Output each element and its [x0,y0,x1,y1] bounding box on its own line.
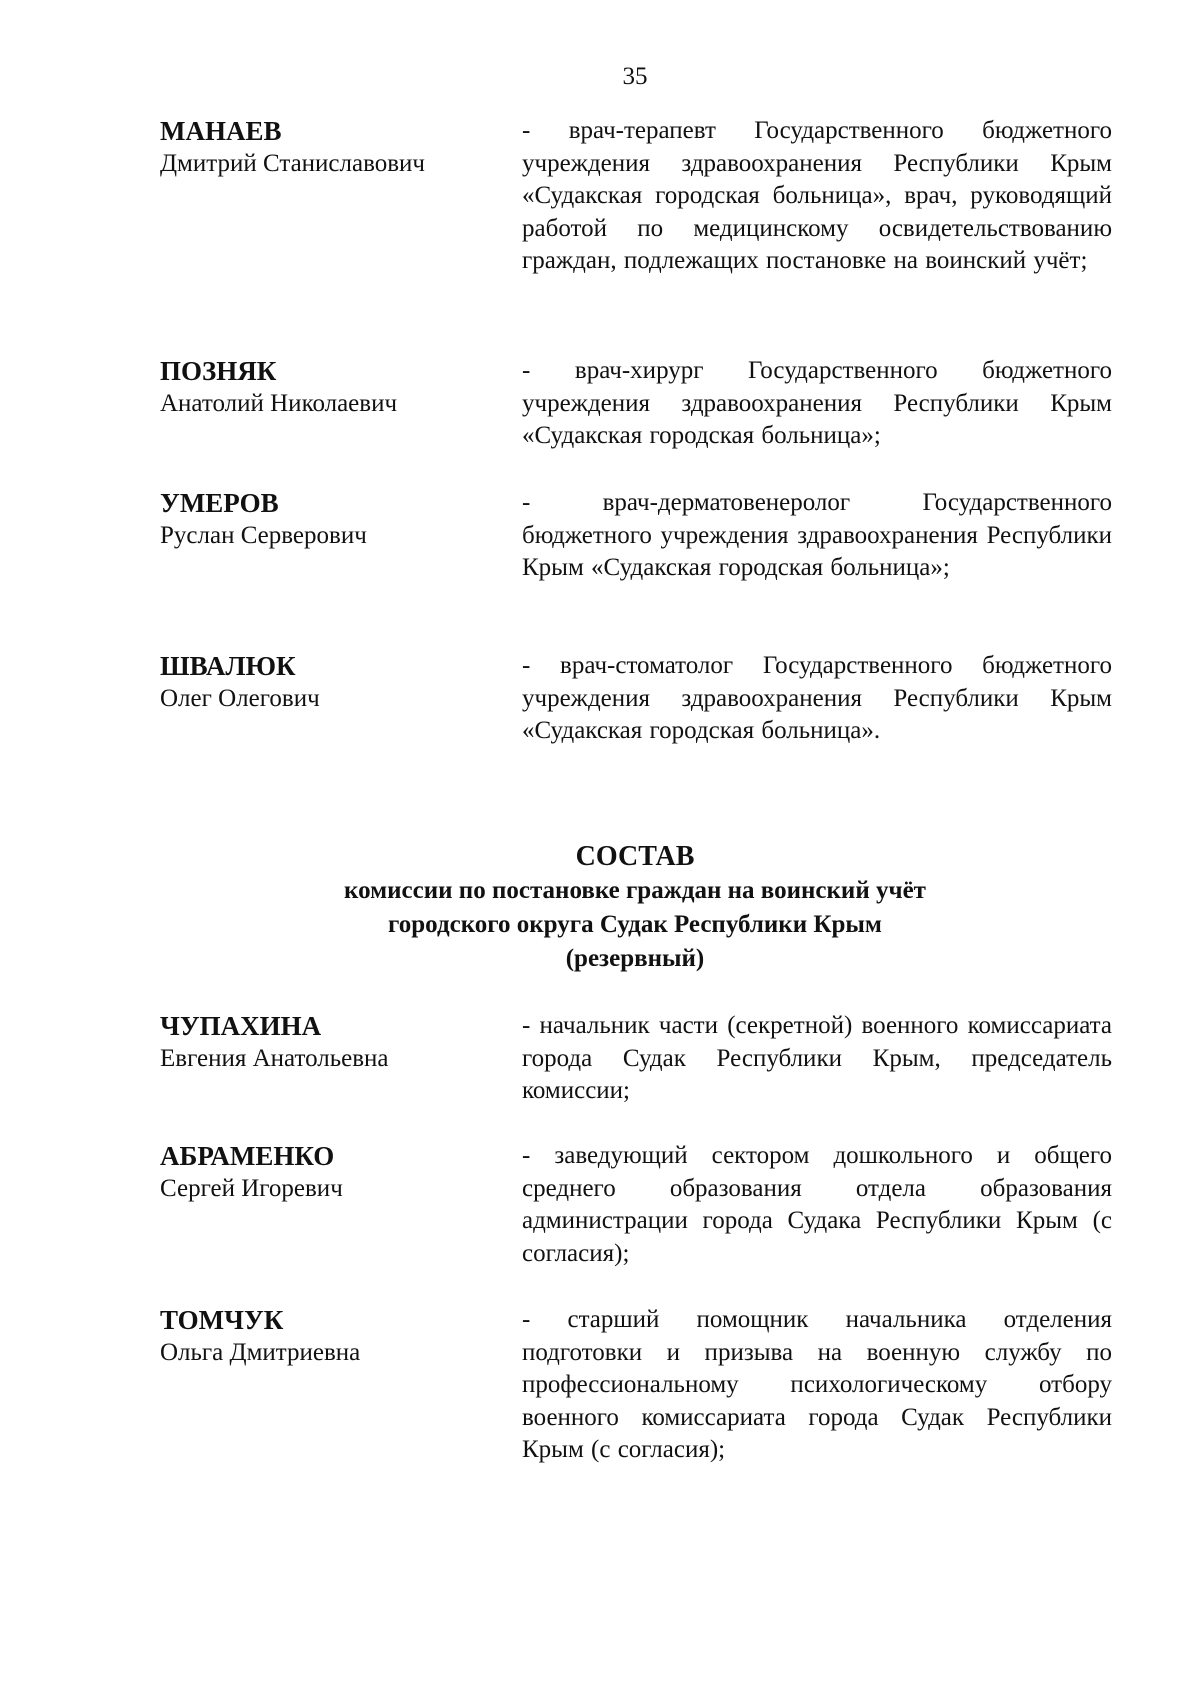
member-name-block [160,1010,500,1075]
member-name-block [160,650,500,715]
member-position: - старший помощник начальника отделения подготовки и призыва на военную службу по профессиональному психологическому отбору военного комиссариата города Судак Республики Крым (с согласия); [522,1306,1112,1463]
section-heading [0,840,1200,976]
member-given-names: Олег Олегович [160,684,320,712]
member-position: - заведующий сектором дошкольного и общего среднего образования отдела образования администрации города Судака Республики Крым (с согласия); [522,1142,1112,1267]
section-subtitle-line-2: городского округа Судак Республики Крым [388,911,882,938]
member-given-names: Руслан Серверович [160,521,367,549]
member-name-block [160,355,500,420]
member-surname: ПОЗНЯК [160,356,277,386]
member-position: - врач-дерматовенеролог Государственного бюджетного учреждения здравоохранения Республики Крым «Судакская городская больница»; [522,489,1112,581]
member-given-names: Ольга Дмитриевна [160,1338,361,1366]
member-name-block [160,487,500,552]
member-given-names: Дмитрий Станиславович [160,149,425,177]
member-given-names: Сергей Игоревич [160,1174,343,1202]
member-surname: МАНАЕВ [160,116,282,146]
member-surname: ТОМЧУК [160,1305,284,1335]
section-subtitle-line-3: (резервный) [565,945,705,972]
member-position: - врач-терапевт Государственного бюджетного учреждения здравоохранения Республики Крым «Судакская городская больница», врач, руководящий работой по медицинскому освидетельствованию граждан, подлежащих постановке на воинский учёт; [522,117,1112,274]
member-given-names: Анатолий Николаевич [160,389,398,417]
member-surname: ШВАЛЮК [160,651,296,681]
section-subtitle-line-1: комиссии по постановке граждан на воинский учёт [344,877,926,904]
member-name-block [160,115,500,180]
member-given-names: Евгения Анатольевна [160,1044,389,1072]
member-position: - врач-хирург Государственного бюджетного учреждения здравоохранения Республики Крым «Судакская городская больница»; [522,357,1112,449]
member-surname: АБРАМЕНКО [160,1141,335,1171]
member-surname: УМЕРОВ [160,488,279,518]
page-number: 35 [622,63,648,90]
member-name-block [160,1140,500,1205]
member-surname: ЧУПАХИНА [160,1011,322,1041]
member-position: - начальник части (секретной) военного комиссариата города Судак Республики Крым, председатель комиссии; [522,1012,1112,1104]
member-position: - врач-стоматолог Государственного бюджетного учреждения здравоохранения Республики Крым «Судакская городская больница». [522,652,1112,744]
section-title: СОСТАВ [575,841,695,872]
member-name-block [160,1304,500,1369]
